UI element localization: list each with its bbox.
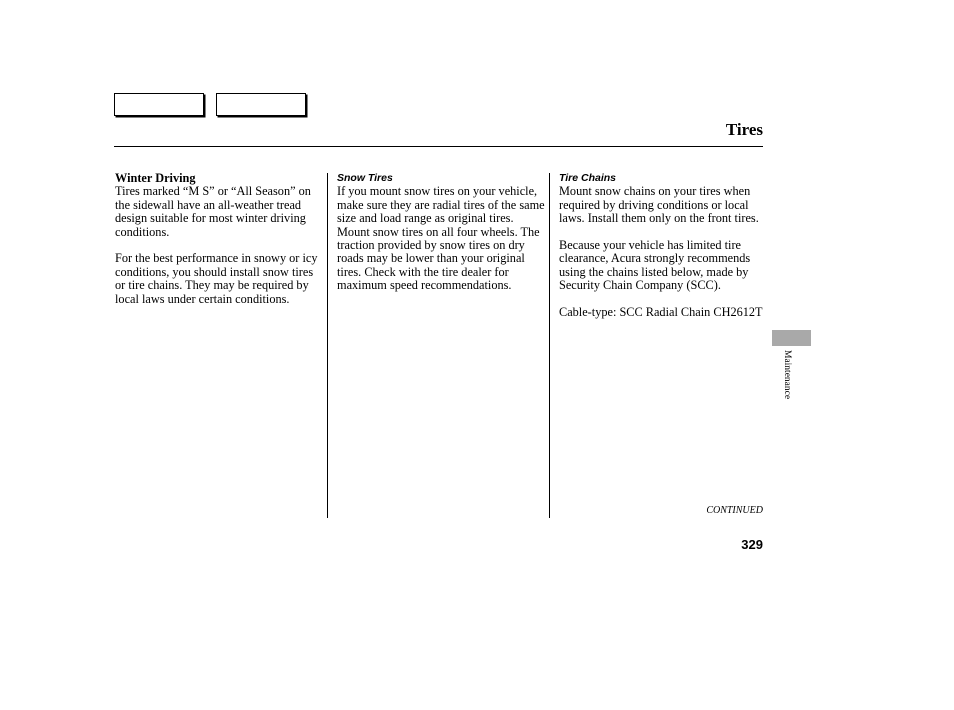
page-title: Tires (725, 120, 763, 139)
section-tab (772, 330, 811, 346)
paragraph: Tires marked “M S” or “All Season” on the sidewall have an all-weather tread design suitable for most winter driving conditions. (115, 184, 311, 239)
column-snow-tires (337, 172, 547, 293)
nav-button-2[interactable] (216, 93, 306, 116)
paragraph: Cable-type: SCC Radial Chain CH2612T (559, 305, 763, 320)
paragraph: Mount snow chains on your tires when required by driving conditions or local laws. Install them only on the front tires. (559, 184, 759, 226)
section-heading-snow-tires: Snow Tires (337, 172, 393, 184)
section-heading-tire-chains: Tire Chains (559, 172, 616, 184)
paragraph: Because your vehicle has limited tire clearance, Acura strongly recommends using the chains listed below, made by Security Chain Company (SCC). (559, 238, 751, 293)
header-rule (114, 146, 763, 147)
column-divider-2 (549, 173, 550, 518)
column-winter-driving (115, 172, 320, 306)
nav-button-1[interactable] (114, 93, 204, 116)
paragraph: For the best performance in snowy or icy conditions, you should install snow tires or tire chains. They may be required by local laws under certain conditions. (115, 251, 318, 306)
section-heading-winter-driving: Winter Driving (115, 171, 196, 185)
column-divider-1 (327, 173, 328, 518)
section-side-label: Maintenance (782, 350, 792, 400)
continued-label: CONTINUED (706, 505, 763, 516)
column-tire-chains (559, 172, 764, 319)
paragraph: If you mount snow tires on your vehicle, make sure they are radial tires of the same size and load range as original tires. Mount snow tires on all four wheels. The traction provided by snow tires on dry roads may be lower than your original tires. Check with the tire dealer for maximum speed recommendations. (337, 184, 545, 293)
page-number: 329 (741, 537, 763, 552)
